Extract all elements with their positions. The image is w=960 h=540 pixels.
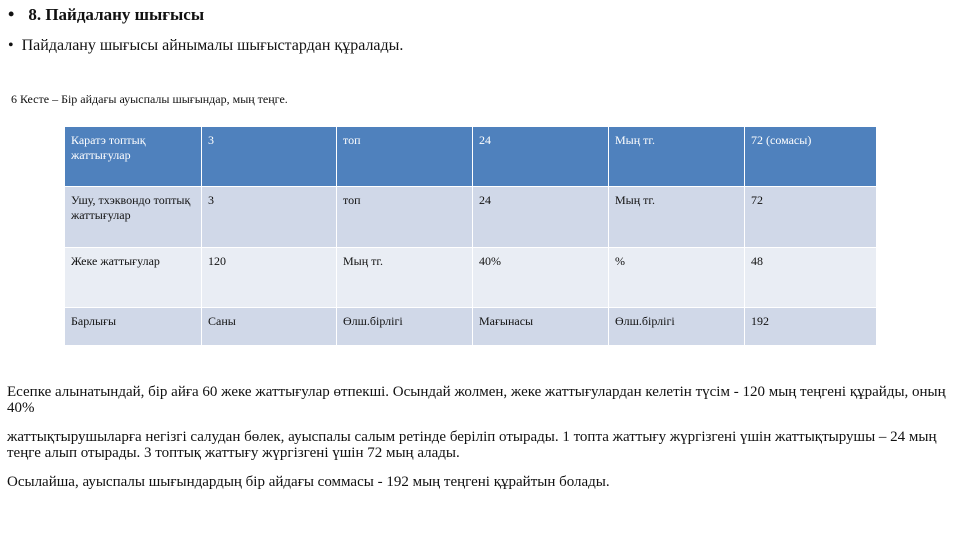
table-cell: Өлш.бірлігі: [609, 307, 745, 345]
table-cell: 24: [473, 187, 609, 247]
table-cell: 72 (сомасы): [745, 127, 877, 187]
table-cell: 120: [202, 247, 337, 307]
title-text: 8. Пайдалану шығысы: [28, 4, 205, 24]
table-cell: 192: [745, 307, 877, 345]
table-cell: 3: [202, 187, 337, 247]
table-row: [65, 247, 877, 307]
paragraph-total: Осылайша, ауыспалы шығындардың бір айдағы соммасы - 192 мың теңгені құрайтын болады.: [7, 474, 610, 490]
paragraph-trainer-pay: жаттықтырушыларға негізгі салудан бөлек, ауыспалы салым ретінде беріліп отырады. 1 топта жаттығу жүргізгені үшін жаттықтырушы – 24 мың теңге алып отырады. 3 топтық жаттығу жүргізгені үшін 72 мың алады.: [7, 429, 937, 461]
table-cell: %: [609, 247, 745, 307]
table-cell: Мың тг.: [609, 187, 745, 247]
table-cell: Ушу, тхэквондо топтық жаттығулар: [65, 187, 202, 247]
table-cell: Мың тг.: [609, 127, 745, 187]
subtitle-line: [8, 37, 403, 55]
slide-title: [8, 4, 204, 25]
table-caption: 6 Кесте – Бір айдағы ауыспалы шығындар, мың теңге.: [11, 92, 288, 106]
table-cell: Мың тг.: [337, 247, 473, 307]
expense-table: [64, 126, 877, 346]
title-bullet: •: [8, 4, 15, 24]
table-cell: 48: [745, 247, 877, 307]
table-row: [65, 307, 877, 345]
table-cell: Өлш.бірлігі: [337, 307, 473, 345]
table-cell: Жеке жаттығулар: [65, 247, 202, 307]
table-cell: топ: [337, 127, 473, 187]
table-row: [65, 187, 877, 247]
table-cell: Мағынасы: [473, 307, 609, 345]
table-row: [65, 127, 877, 187]
table-cell: 24: [473, 127, 609, 187]
subtitle-bullet: •: [8, 37, 14, 54]
table-cell: Саны: [202, 307, 337, 345]
table-cell: 40%: [473, 247, 609, 307]
subtitle-text: Пайдалану шығысы айнымалы шығыстардан құралады.: [21, 37, 404, 54]
table-cell: 3: [202, 127, 337, 187]
table-cell: Каратэ топтық жаттығулар: [65, 127, 202, 187]
table-cell: топ: [337, 187, 473, 247]
paragraph-income: Есепке алынатындай, бір айға 60 жеке жаттығулар өтпекші. Осындай жолмен, жеке жаттығулардан келетін түсім - 120 мың теңгені құрайды, оның 40%: [7, 384, 946, 416]
table-cell: 72: [745, 187, 877, 247]
table-cell: Барлығы: [65, 307, 202, 345]
